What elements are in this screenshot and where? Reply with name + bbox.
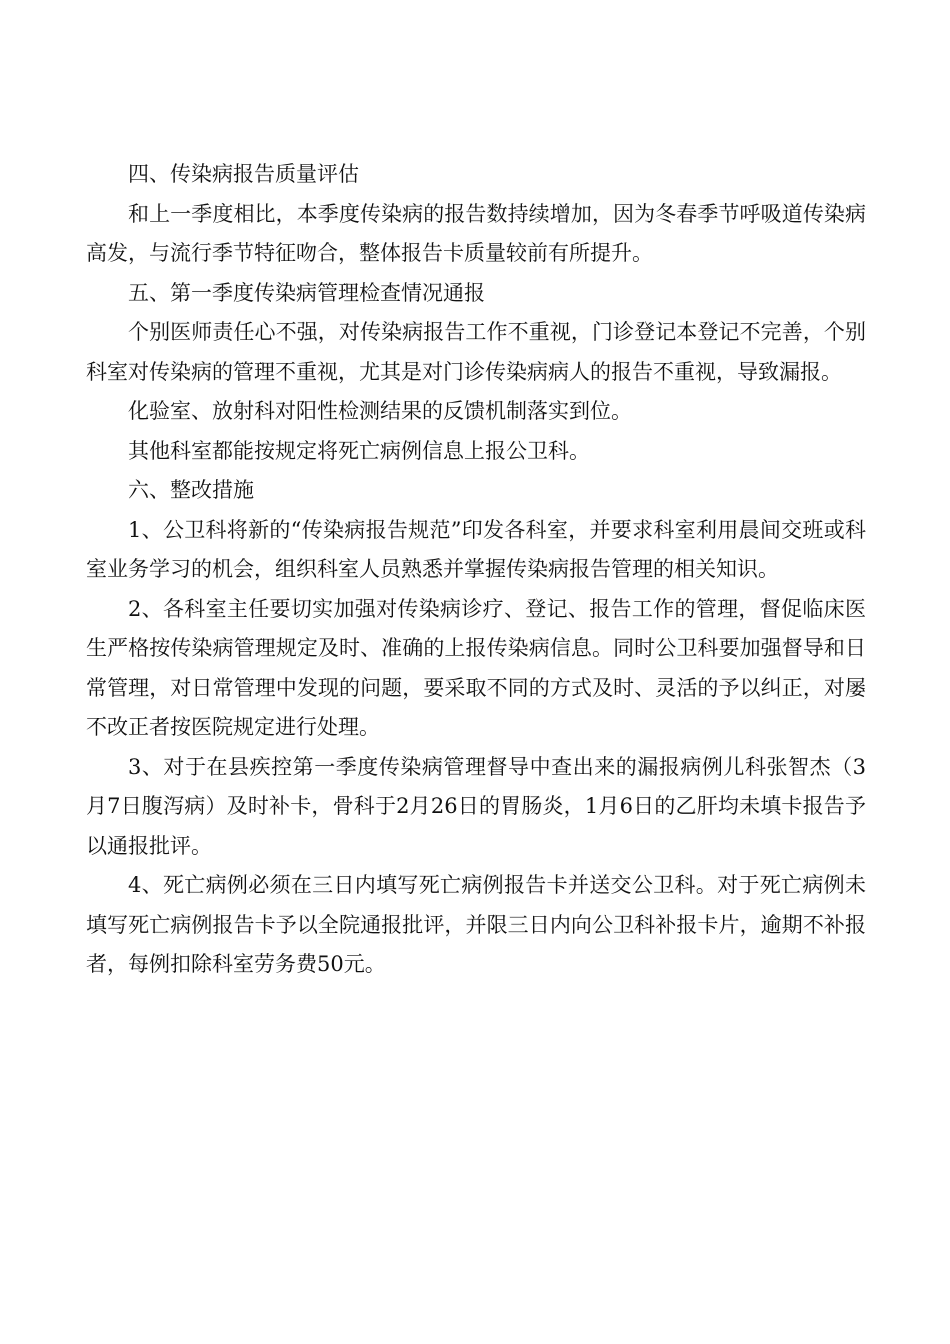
section-heading-inspection-report: 五、第一季度传染病管理检查情况通报 [128,280,485,305]
measure-item-3: 3、对于在县疾控第一季度传染病管理督导中查出来的漏报病例儿科张智杰（3月7日腹泻病）及时补卡，骨科于2月26日的胃肠炎，1月6日的乙肝均未填卡报告予以通报批评。 [86,754,866,858]
section-heading-quality-assessment: 四、传染病报告质量评估 [128,162,359,186]
paragraph-inspection-issues: 个别医师责任心不强，对传染病报告工作不重视，门诊登记本登记不完善，个别科室对传染病的管理不重视，尤其是对门诊传染病病人的报告不重视，导致漏报。 [86,320,866,384]
paragraph-quality-assessment: 和上一季度相比，本季度传染病的报告数持续增加，因为冬春季节呼吸道传染病高发，与流行季节特征吻合，整体报告卡质量较前有所提升。 [86,201,866,265]
paragraph-death-reporting: 其他科室都能按规定将死亡病例信息上报公卫科。 [128,438,590,463]
measure-item-1: 1、公卫科将新的“传染病报告规范”印发各科室，并要求科室利用晨间交班或科室业务学习的机会，组织科室人员熟悉并掌握传染病报告管理的相关知识。 [86,517,866,581]
document-body [86,155,866,985]
measure-item-4: 4、死亡病例必须在三日内填写死亡病例报告卡并送交公卫科。对于死亡病例未填写死亡病例报告卡予以全院通报批评，并限三日内向公卫科补报卡片，逾期不补报者，每例扣除科室劳务费50元。 [86,873,866,976]
measure-item-2: 2、各科室主任要切实加强对传染病诊疗、登记、报告工作的管理，督促临床医生严格按传染病管理规定及时、准确的上报传染病信息。同时公卫科要加强督导和日常管理，对日常管理中发现的问题，要采取不同的方式及时、灵活的予以纠正，对屡不改正者按医院规定进行处理。 [86,596,866,739]
paragraph-lab-feedback: 化验室、放射科对阳性检测结果的反馈机制落实到位。 [128,399,632,423]
section-heading-corrective-measures: 六、整改措施 [128,478,254,502]
